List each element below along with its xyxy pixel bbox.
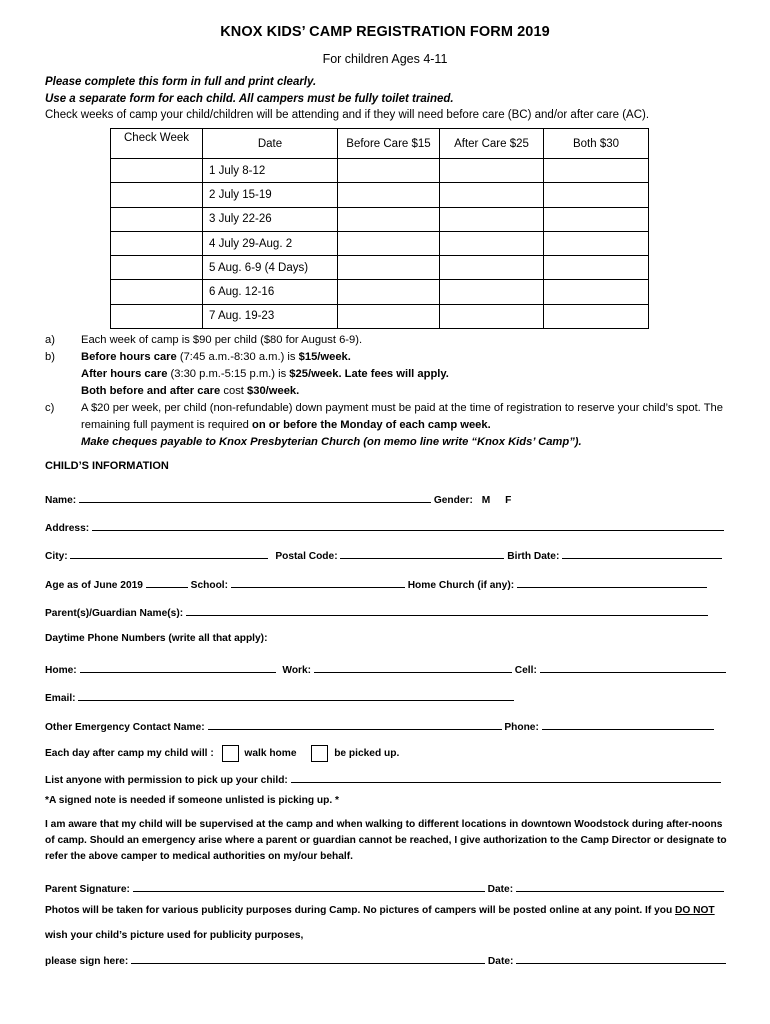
week-date: 1 July 8-12 [203, 159, 338, 183]
name-label: Name: [45, 495, 77, 506]
table-row [111, 231, 649, 255]
cheque-instructions: Make cheques payable to Knox Presbyterian Church (on memo line write “Knox Kids’ Camp”). [81, 436, 582, 448]
parent-signature-field[interactable] [133, 881, 485, 892]
check-week-cell[interactable] [111, 207, 203, 231]
after-care-cell[interactable] [440, 183, 544, 207]
form-subtitle: For children Ages 4-11 [322, 52, 448, 66]
cell-phone-label: Cell: [514, 665, 537, 676]
after-camp-row [45, 745, 399, 762]
table-row [111, 256, 649, 280]
photo-date-field[interactable] [516, 953, 726, 964]
both-care-cell[interactable] [544, 159, 649, 183]
email-row [45, 690, 514, 704]
both-care-cell[interactable] [544, 231, 649, 255]
both-care-line [81, 383, 725, 400]
table-row [111, 183, 649, 207]
before-care-cell[interactable] [338, 280, 440, 304]
form-title: KNOX KIDS’ CAMP REGISTRATION FORM 2019 [220, 24, 550, 40]
before-care-label: Before hours care [81, 351, 177, 363]
photo-date-label: Date: [487, 956, 514, 967]
home-church-field[interactable] [517, 577, 707, 588]
after-care-cell[interactable] [440, 304, 544, 328]
check-week-cell[interactable] [111, 256, 203, 280]
both-care-cell[interactable] [544, 256, 649, 280]
walk-home-checkbox[interactable] [222, 745, 239, 762]
both-care-label: Both before and after care [81, 385, 221, 397]
both-care-cell[interactable] [544, 207, 649, 231]
city-row [45, 548, 722, 562]
down-payment-body: A $20 per week, per child (non-refundable) down payment must be paid at the time of registration to reserve your child’s spot. The remaining full payment is required [81, 402, 723, 431]
parent-signature-row [45, 881, 724, 895]
emergency-row [45, 719, 714, 733]
phones-row [45, 662, 726, 676]
note-marker: b) [45, 351, 55, 363]
week-date: 6 Aug. 12-16 [203, 280, 338, 304]
work-phone-label: Work: [282, 665, 312, 676]
city-field[interactable] [70, 548, 268, 559]
postal-code-label: Postal Code: [275, 551, 338, 562]
table-row [111, 280, 649, 304]
before-care-time: (7:45 a.m.-8:30 a.m.) is [176, 351, 299, 363]
email-label: Email: [45, 693, 76, 704]
note-marker: c) [45, 402, 55, 414]
city-label: City: [45, 551, 68, 562]
table-row [111, 207, 649, 231]
table-row [111, 159, 649, 183]
gender-f-option[interactable]: F [505, 495, 512, 506]
after-care-cell[interactable] [440, 256, 544, 280]
notes-section [45, 332, 725, 451]
photo-signature-row [45, 953, 726, 967]
home-phone-field[interactable] [80, 662, 276, 673]
after-care-cell[interactable] [440, 207, 544, 231]
walk-home-label: walk home [244, 748, 297, 760]
age-row [45, 577, 707, 591]
emergency-contact-label: Other Emergency Contact Name: [45, 722, 205, 733]
instruction-separate-form: Use a separate form for each child. All campers must be fully toilet trained. [45, 93, 454, 105]
do-not-text: DO NOT [675, 905, 715, 916]
instruction-check-weeks: Check weeks of camp your child/children will be attending and if they will need before care (BC) and/or after care (AC). [45, 109, 650, 121]
before-care-cell[interactable] [338, 231, 440, 255]
emergency-phone-field[interactable] [542, 719, 714, 730]
after-care-price: $25/week. Late fees will apply. [289, 368, 449, 380]
table-row [111, 304, 649, 328]
gender-m-option[interactable]: M [481, 495, 491, 506]
both-care-cell[interactable] [544, 304, 649, 328]
parents-label: Parent(s)/Guardian Name(s): [45, 608, 184, 619]
age-field[interactable] [146, 577, 188, 588]
before-care-cell[interactable] [338, 183, 440, 207]
signed-note: *A signed note is needed if someone unlisted is picking up. * [45, 795, 339, 806]
before-care-price: $15/week. [298, 351, 351, 363]
instruction-print-clearly: Please complete this form in full and print clearly. [45, 76, 317, 88]
before-care-cell[interactable] [338, 159, 440, 183]
header-after-care: After Care $25 [440, 129, 544, 159]
before-care-cell[interactable] [338, 256, 440, 280]
week-date: 7 Aug. 19-23 [203, 304, 338, 328]
work-phone-field[interactable] [314, 662, 512, 673]
picked-up-checkbox[interactable] [311, 745, 328, 762]
check-week-cell[interactable] [111, 159, 203, 183]
pickup-list-label: List anyone with permission to pick up your child: [45, 775, 288, 786]
school-field[interactable] [231, 577, 405, 588]
photo-sign-label: please sign here: [45, 956, 129, 967]
parents-field[interactable] [186, 605, 708, 616]
down-payment-text [81, 400, 725, 434]
pickup-list-field[interactable] [291, 772, 721, 783]
after-care-cell[interactable] [440, 280, 544, 304]
week-date: 5 Aug. 6-9 (4 Days) [203, 256, 338, 280]
both-care-mid: cost [220, 385, 247, 397]
parents-row [45, 605, 708, 619]
weeks-table-header [111, 129, 649, 159]
check-week-cell[interactable] [111, 304, 203, 328]
birth-date-label: Birth Date: [507, 551, 560, 562]
note-text: Each week of camp is $90 per child ($80 for August 6-9). [81, 334, 363, 346]
emergency-phone-label: Phone: [504, 722, 539, 733]
before-care-cell[interactable] [338, 304, 440, 328]
phones-heading: Daytime Phone Numbers (write all that apply): [45, 633, 268, 644]
photos-notice [45, 905, 715, 916]
after-care-label: After hours care [81, 368, 168, 380]
emergency-contact-field[interactable] [208, 719, 502, 730]
after-care-time: (3:30 p.m.-5:15 p.m.) is [167, 368, 290, 380]
note-c [45, 400, 725, 451]
before-care-line [81, 349, 725, 366]
home-phone-label: Home: [45, 665, 77, 676]
both-care-price: $30/week. [247, 385, 300, 397]
week-date: 4 July 29-Aug. 2 [203, 231, 338, 255]
parent-signature-label: Parent Signature: [45, 884, 130, 895]
both-care-cell[interactable] [544, 280, 649, 304]
signature-date-field[interactable] [516, 881, 724, 892]
both-care-cell[interactable] [544, 183, 649, 207]
cell-phone-field[interactable] [540, 662, 726, 673]
signature-date-label: Date: [487, 884, 514, 895]
child-info-heading: CHILD’S INFORMATION [45, 460, 169, 472]
note-marker: a) [45, 334, 55, 346]
after-care-line [81, 366, 725, 383]
week-date: 3 July 22-26 [203, 207, 338, 231]
email-field[interactable] [78, 690, 514, 701]
name-row [45, 492, 511, 506]
payment-deadline: on or before the Monday of each camp week. [252, 419, 491, 431]
header-before-care: Before Care $15 [338, 129, 440, 159]
week-date: 2 July 15-19 [203, 183, 338, 207]
gender-label: Gender: [433, 495, 473, 506]
check-week-cell[interactable] [111, 183, 203, 207]
weeks-table [110, 128, 649, 329]
after-care-cell[interactable] [440, 231, 544, 255]
address-row [45, 520, 724, 534]
header-both: Both $30 [544, 129, 649, 159]
after-care-cell[interactable] [440, 159, 544, 183]
picked-up-label: be picked up. [334, 748, 400, 760]
photos-text: Photos will be taken for various publicity purposes during Camp. No pictures of campers will be posted online at any point. If you [45, 905, 676, 916]
before-care-cell[interactable] [338, 207, 440, 231]
name-field[interactable] [79, 492, 431, 503]
photos-notice-2: wish your child’s picture used for publicity purposes, [45, 930, 304, 941]
header-check-week: Check Week [111, 129, 203, 159]
age-label: Age as of June 2019 [45, 580, 143, 591]
header-date: Date [203, 129, 338, 159]
photo-signature-field[interactable] [131, 953, 485, 964]
check-week-cell[interactable] [111, 231, 203, 255]
supervision-consent: I am aware that my child will be supervised at the camp and when walking to different locations in downtown Woodstock during after-noons of camp. Should an emergency arise where a parent or guardian cannot be reached, I give authorization to the Camp Director or designate to refer the above camper to medical authorities on my/our behalf. [45, 819, 727, 862]
after-camp-label: Each day after camp my child will : [45, 748, 214, 760]
check-week-cell[interactable] [111, 280, 203, 304]
note-b [45, 349, 725, 400]
address-field[interactable] [92, 520, 724, 531]
birth-date-field[interactable] [562, 548, 722, 559]
pickup-list-row [45, 772, 721, 786]
note-a [45, 332, 725, 349]
postal-code-field[interactable] [340, 548, 504, 559]
school-label: School: [190, 580, 229, 591]
home-church-label: Home Church (if any): [407, 580, 515, 591]
address-label: Address: [45, 523, 90, 534]
